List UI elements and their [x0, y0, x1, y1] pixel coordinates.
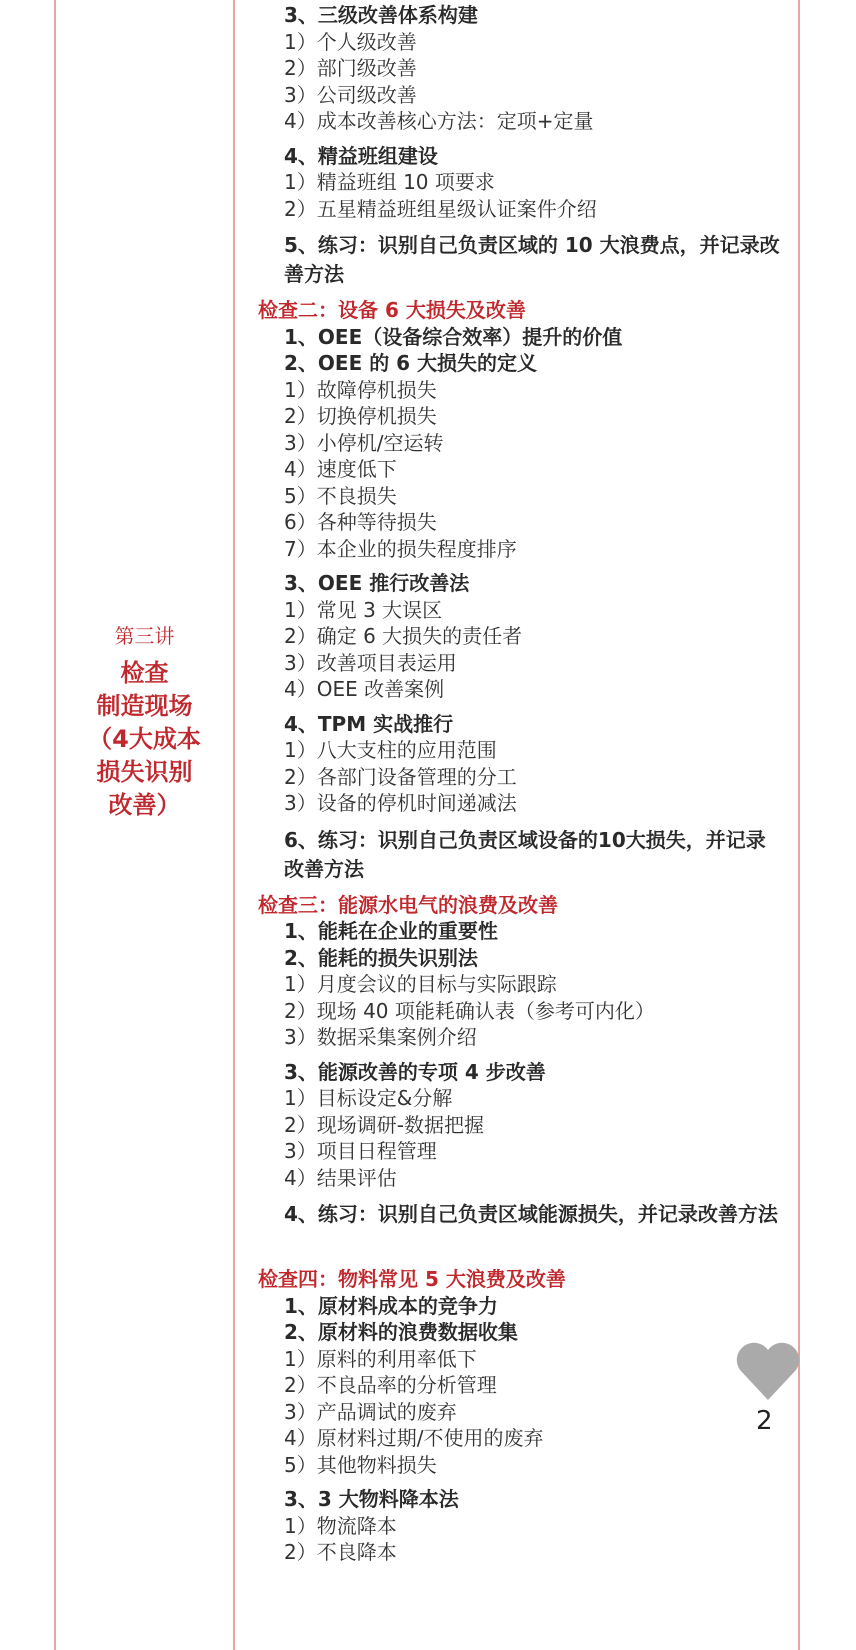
list-item: 4）OEE 改善案例 — [284, 677, 445, 701]
course-content — [258, 2, 790, 1566]
list-item: 1）目标设定&分解 — [284, 1086, 453, 1110]
list-item: 5）其他物料损失 — [284, 1452, 437, 1477]
topic-heading: 4、精益班组建设 — [284, 143, 438, 168]
lecture-title-line: （4大成本 — [88, 725, 201, 753]
list-item: 1）个人级改善 — [284, 29, 417, 54]
lecture-title-line: 改善） — [108, 791, 181, 819]
topic-heading: 2、能耗的损失识别法 — [284, 945, 478, 970]
list-item: 1）八大支柱的应用范围 — [284, 738, 497, 762]
lecture-number: 第三讲 — [114, 624, 175, 648]
list-item: 4）成本改善核心方法：定项+定量 — [284, 109, 594, 133]
list-item: 3）项目日程管理 — [284, 1139, 437, 1163]
lecture-title-line: 损失识别 — [96, 758, 193, 786]
list-item: 3）数据采集案例介绍 — [284, 1025, 477, 1049]
table-left-border — [54, 0, 56, 1650]
topic-heading: 1、能耗在企业的重要性 — [284, 919, 498, 943]
list-item: 1）精益班组 10 项要求 — [284, 170, 495, 194]
topic-heading: 2、原材料的浪费数据收集 — [284, 1320, 518, 1344]
section-heading: 检查三：能源水电气的浪费及改善 — [258, 892, 558, 917]
list-item: 2）各部门设备管理的分工 — [284, 764, 517, 789]
topic-heading: 4、TPM 实战推行 — [284, 711, 454, 736]
list-item: 7）本企业的损失程度排序 — [284, 536, 517, 561]
topic-heading: 4、练习：识别自己负责区域能源损失，并记录改善方法 — [284, 1202, 778, 1226]
list-item: 2）不良降本 — [284, 1540, 397, 1564]
list-item: 2）切换停机损失 — [284, 404, 437, 428]
list-item: 4）原材料过期/不使用的废弃 — [284, 1426, 544, 1450]
list-item: 1）月度会议的目标与实际跟踪 — [284, 972, 557, 996]
list-item: 5）不良损失 — [284, 483, 397, 508]
list-item: 3）公司级改善 — [284, 82, 417, 107]
lecture-title-line: 检查 — [120, 659, 169, 687]
topic-heading: 3、能源改善的专项 4 步改善 — [284, 1059, 546, 1084]
topic-heading: 6、练习：识别自己负责区域设备的10大损失，并记录改善方法 — [284, 827, 766, 881]
list-item: 4）速度低下 — [284, 457, 397, 481]
list-item: 2）五星精益班组星级认证案件介绍 — [284, 196, 597, 221]
list-item: 1）物流降本 — [284, 1513, 397, 1538]
topic-heading: 2、OEE 的 6 大损失的定义 — [284, 351, 538, 375]
heart-icon[interactable] — [734, 1338, 802, 1406]
lecture-cell — [56, 620, 233, 822]
list-item: 2）确定 6 大损失的责任者 — [284, 624, 523, 648]
topic-heading: 3、OEE 推行改善法 — [284, 571, 470, 595]
list-item: 3）改善项目表运用 — [284, 650, 457, 675]
section-heading: 检查四：物料常见 5 大浪费及改善 — [258, 1267, 566, 1291]
topic-heading: 5、练习：识别自己负责区域的 10 大浪费点，并记录改善方法 — [284, 233, 780, 286]
topic-heading: 1、原材料成本的竞争力 — [284, 1293, 498, 1318]
section-heading: 检查二：设备 6 大损失及改善 — [258, 298, 526, 322]
like-count: 2 — [756, 1406, 773, 1436]
topic-heading: 1、OEE（设备综合效率）提升的价值 — [284, 324, 623, 349]
list-item: 2）部门级改善 — [284, 56, 417, 80]
lecture-title-line: 制造现场 — [96, 692, 193, 720]
topic-heading: 3、3 大物料降本法 — [284, 1487, 459, 1511]
list-item: 2）现场调研-数据把握 — [284, 1112, 484, 1137]
list-item: 1）故障停机损失 — [284, 377, 437, 402]
table-column-divider — [233, 0, 235, 1650]
list-item: 3）设备的停机时间递减法 — [284, 791, 517, 815]
list-item: 2）现场 40 项能耗确认表（参考可内化） — [284, 998, 655, 1023]
list-item: 6）各种等待损失 — [284, 510, 437, 534]
topic-heading: 3、三级改善体系构建 — [284, 3, 478, 27]
list-item: 2）不良品率的分析管理 — [284, 1373, 497, 1397]
list-item: 1）原料的利用率低下 — [284, 1346, 477, 1371]
list-item: 3）小停机/空运转 — [284, 430, 444, 455]
list-item: 4）结果评估 — [284, 1165, 397, 1190]
list-item: 1）常见 3 大误区 — [284, 597, 443, 622]
list-item: 3）产品调试的废弃 — [284, 1399, 457, 1424]
